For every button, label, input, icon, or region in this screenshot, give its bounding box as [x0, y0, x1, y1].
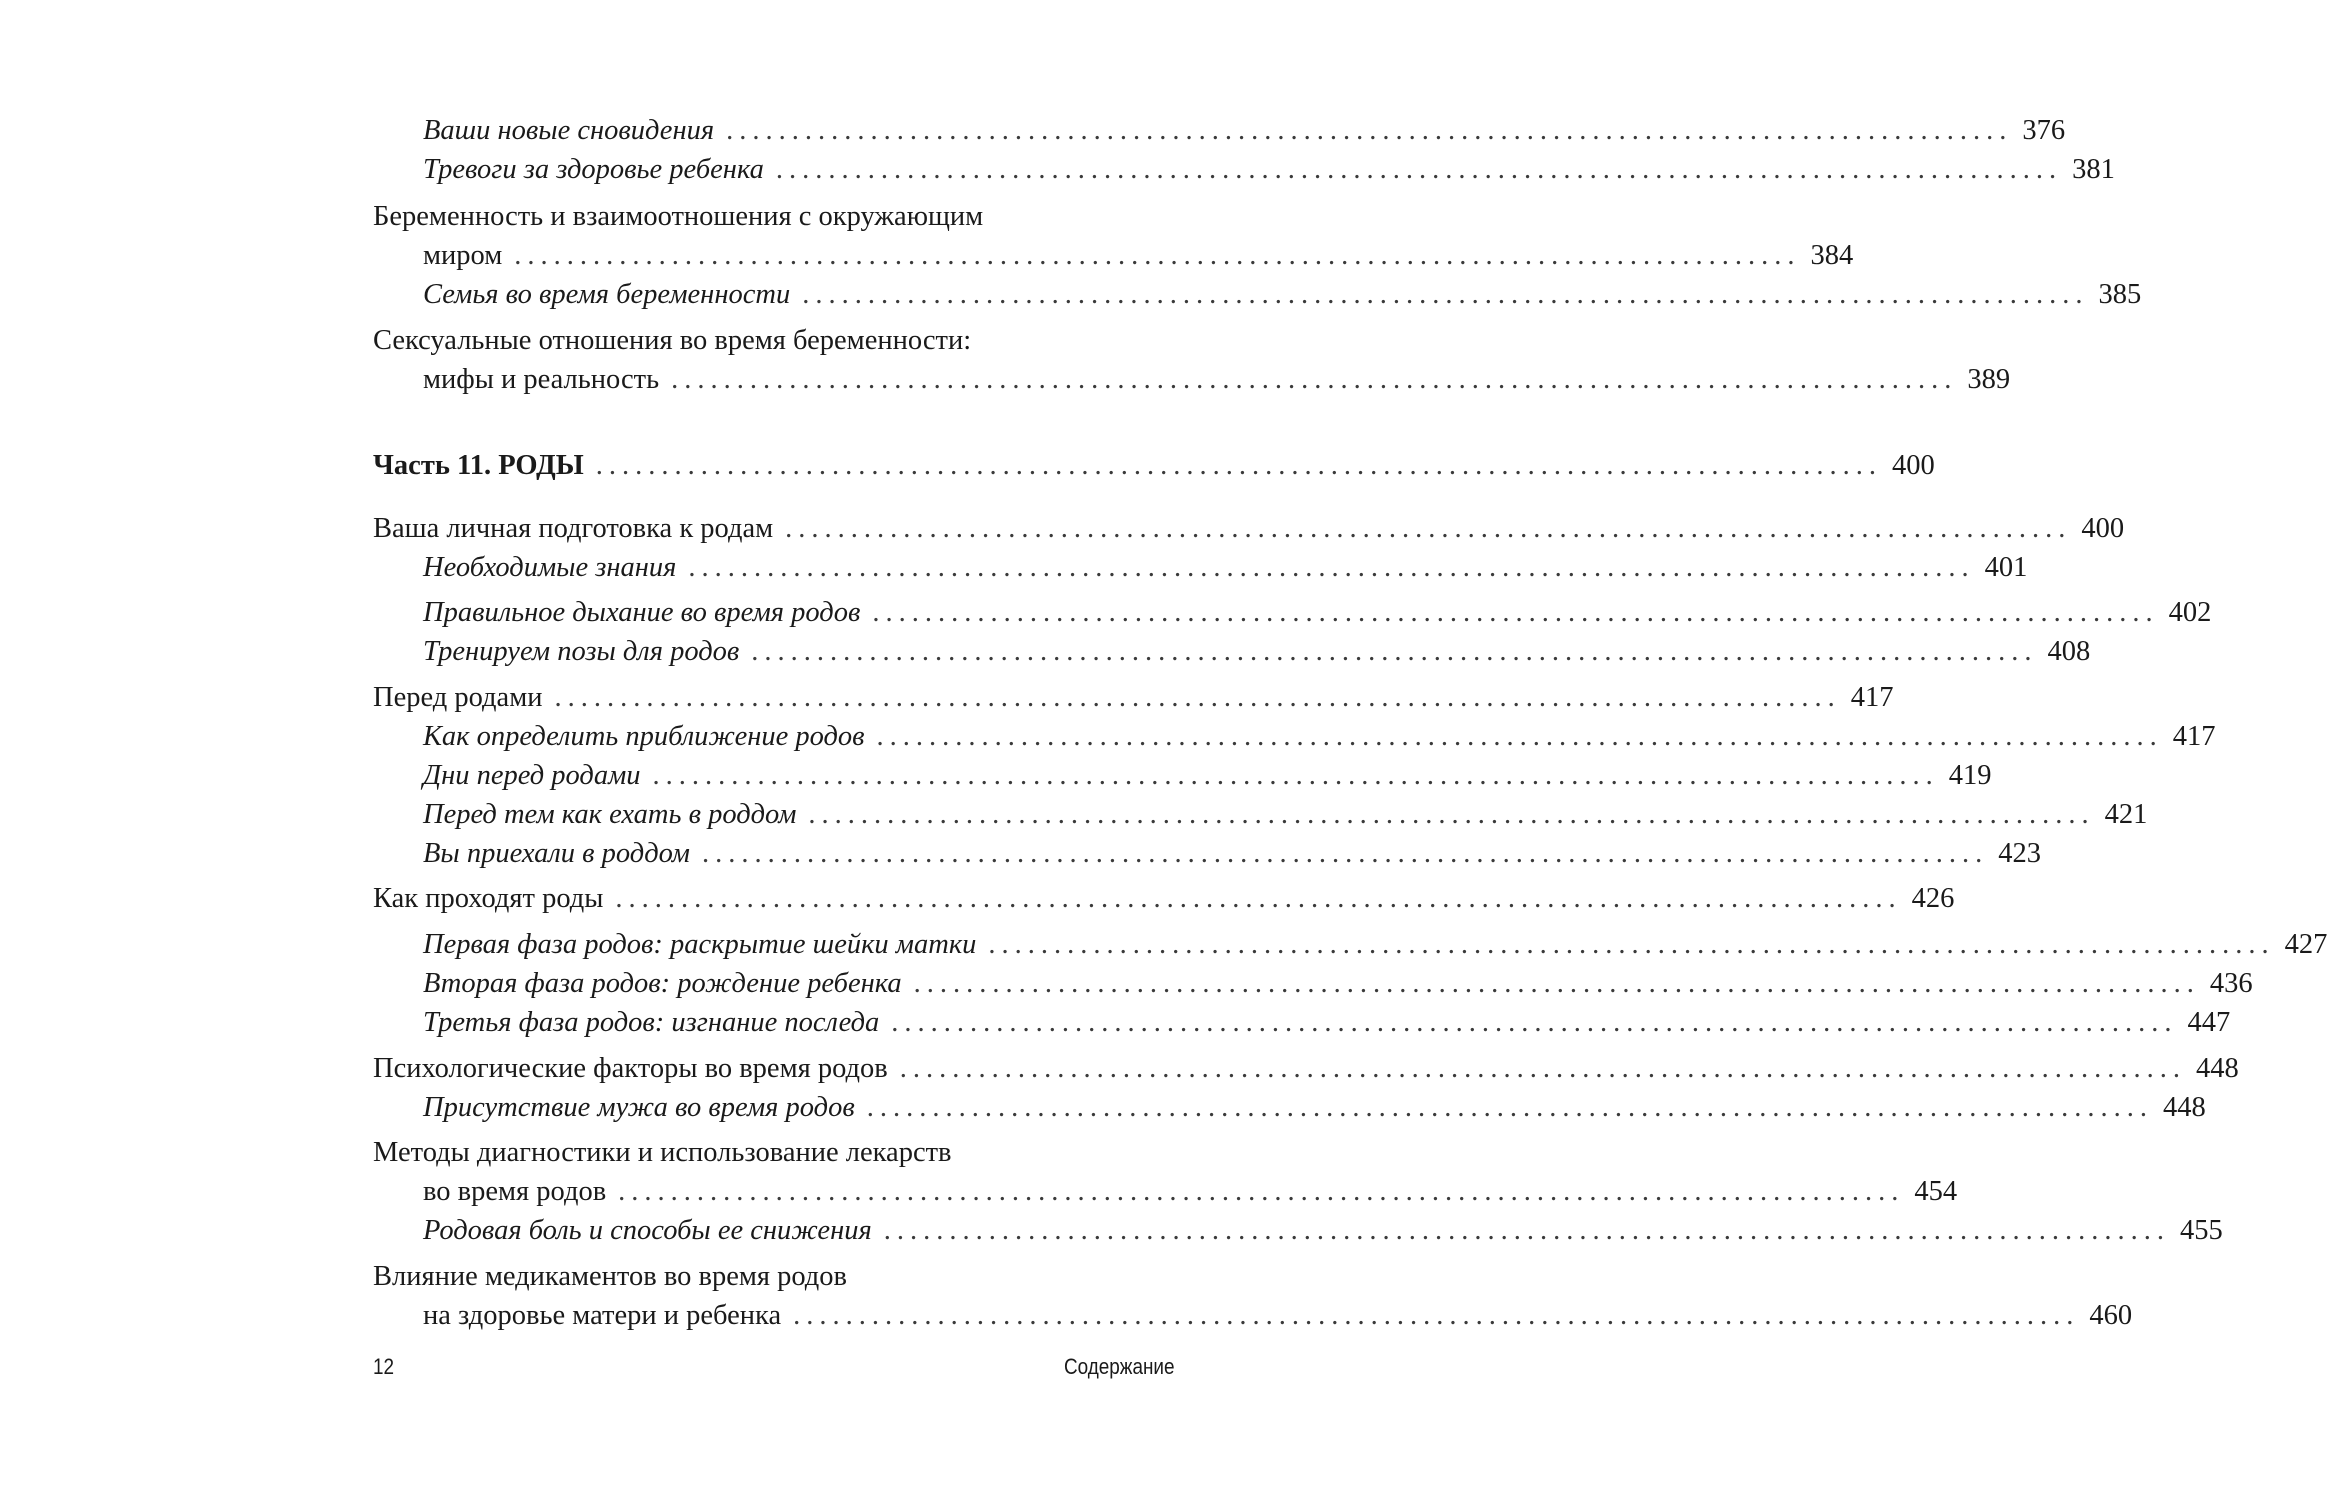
toc-entry: [373, 835, 2041, 874]
toc-entry-title: Перед родами: [373, 682, 543, 713]
toc-entry-page: 417: [1850, 682, 1894, 713]
toc-entry-page: 455: [2179, 1215, 2223, 1246]
toc-entry-page: 419: [1948, 760, 1992, 791]
running-title: Содержание: [1063, 1354, 1175, 1379]
toc-entry: [373, 633, 2091, 672]
toc-entry-page: 384: [1810, 240, 1854, 271]
toc-leader: ..................................................................................................: [726, 115, 2013, 146]
toc-entry-page: 401: [1984, 552, 2028, 583]
toc-entry: [373, 880, 1955, 919]
toc-entry: [373, 926, 2327, 965]
toc-entry: [373, 718, 2216, 757]
toc-entry-page: 448: [2196, 1053, 2239, 1084]
toc-entry-title: Родовая боль и способы ее снижения: [423, 1215, 872, 1246]
toc-leader: ..................................................................................................: [802, 279, 2089, 310]
toc-leader: ..................................................................................................: [751, 636, 2038, 667]
toc-leader: ..................................................................................................: [554, 682, 1841, 713]
toc-entry: [373, 151, 2115, 190]
toc-entry-page: 460: [2089, 1300, 2133, 1331]
toc-entry-title: Ваши новые сновидения: [423, 115, 715, 146]
toc-entry-title: Необходимые знания: [423, 552, 677, 583]
toc-entry: [373, 679, 1894, 718]
toc-entry: [373, 1089, 2206, 1128]
toc-entry-line: Сексуальные отношения во время беременности:: [373, 325, 972, 356]
toc-leader: ..................................................................................................: [883, 1215, 2170, 1246]
toc-leader: ..................................................................................................: [652, 760, 1939, 791]
toc-entry-line: Методы диагностики и использование лекарств: [373, 1137, 952, 1168]
toc-leader: ..................................................................................................: [595, 450, 1883, 481]
toc-entry-page: 402: [2168, 597, 2212, 628]
toc-leader: ..................................................................................................: [866, 1092, 2153, 1123]
toc-entry: [373, 276, 2142, 315]
toc-entry-title: мифы и реальность: [423, 364, 660, 395]
toc-leader: ..................................................................................................: [785, 513, 2072, 544]
toc-leader: ..................................................................................................: [671, 364, 1958, 395]
toc-entry-title: Часть 11. РОДЫ: [373, 450, 584, 481]
toc-entry-title: Перед тем как ехать в роддом: [423, 799, 797, 830]
toc-entry-title: во время родов: [423, 1176, 607, 1207]
toc-entry-title: Присутствие мужа во время родов: [423, 1092, 855, 1123]
toc-entry-title: Как проходят роды: [373, 883, 604, 914]
toc-entry-title: Как определить приближение родов: [423, 721, 865, 752]
toc-entry-title: Первая фаза родов: раскрытие шейки матки: [423, 929, 977, 960]
toc-entry: [373, 549, 2028, 588]
toc-entry: [373, 1212, 2223, 1251]
toc-entry-page: 421: [2104, 799, 2148, 830]
toc-entry-title: миром: [423, 240, 503, 271]
toc-entry-title: на здоровье матери и ребенка: [423, 1300, 782, 1331]
toc-entry-title: Дни перед родами: [423, 760, 641, 791]
toc-entry: [373, 1004, 2231, 1043]
toc-entry: [373, 1297, 2133, 1336]
toc-entry: [373, 237, 1854, 276]
toc-entry-title: Семья во время беременности: [423, 279, 791, 310]
toc-entry: [373, 965, 2253, 1004]
toc-entry-page: 376: [2022, 115, 2066, 146]
toc-entry-title: Вы приехали в роддом: [423, 838, 690, 869]
toc-leader: ..................................................................................................: [891, 1007, 2178, 1038]
toc-entry-title: Психологические факторы во время родов: [373, 1053, 888, 1084]
toc-entry-page: 448: [2162, 1092, 2206, 1123]
toc-entry: [373, 1173, 1958, 1212]
toc-leader: ..................................................................................................: [514, 240, 1801, 271]
toc-leader: ..................................................................................................: [775, 154, 2063, 185]
toc-entry-page: 454: [1914, 1176, 1958, 1207]
toc-entry-page: 417: [2172, 721, 2216, 752]
toc-part-heading: [373, 447, 1935, 486]
toc-entry-page: 400: [1892, 450, 1935, 481]
toc-entry-title: Ваша личная подготовка к родам: [373, 513, 774, 544]
toc-entry: [373, 796, 2148, 835]
toc-entry: [373, 510, 2125, 549]
toc-entry-line: Влияние медикаментов во время родов: [373, 1261, 847, 1292]
toc-leader: ..................................................................................................: [876, 721, 2163, 752]
toc-entry-title: Вторая фаза родов: рождение ребенка: [423, 968, 902, 999]
toc-entry-line: Беременность и взаимоотношения с окружающим: [373, 201, 984, 232]
toc-entry: [373, 361, 2011, 400]
toc-entry-page: 447: [2187, 1007, 2231, 1038]
toc-entry-page: 423: [1998, 838, 2041, 869]
toc-entry: [373, 594, 2212, 633]
toc-leader: ..................................................................................................: [618, 1176, 1905, 1207]
toc-entry: [373, 112, 2066, 151]
toc-entry-title: Третья фаза родов: изгнание последа: [423, 1007, 880, 1038]
toc-entry-page: 436: [2209, 968, 2253, 999]
toc-leader: ..................................................................................................: [702, 838, 1989, 869]
toc-entry-title: Тревоги за здоровье ребенка: [423, 154, 764, 185]
toc-leader: ..................................................................................................: [808, 799, 2095, 830]
toc-leader: ..................................................................................................: [988, 929, 2275, 960]
toc-leader: ..................................................................................................: [688, 552, 1975, 583]
toc-entry-title: Правильное дыхание во время родов: [423, 597, 861, 628]
toc-entry-page: 381: [2072, 154, 2115, 185]
toc-leader: ..................................................................................................: [615, 883, 1902, 914]
toc-entry: [373, 757, 1992, 796]
toc-entry-page: 400: [2081, 513, 2125, 544]
toc-entry-page: 389: [1967, 364, 2011, 395]
toc-leader: ..................................................................................................: [899, 1053, 2186, 1084]
toc-leader: ..................................................................................................: [913, 968, 2200, 999]
toc-entry-page: 408: [2047, 636, 2091, 667]
toc-leader: ..................................................................................................: [872, 597, 2159, 628]
toc-entry-page: 426: [1911, 883, 1955, 914]
toc-entry: [373, 1050, 2239, 1089]
page-footer: [373, 1354, 1175, 1380]
toc-leader: ..................................................................................................: [793, 1300, 2080, 1331]
toc-entry-page: 385: [2098, 279, 2142, 310]
toc-entry-title: Тренируем позы для родов: [423, 636, 740, 667]
toc-entry-page: 427: [2284, 929, 2327, 960]
page-number: 12: [373, 1354, 395, 1379]
